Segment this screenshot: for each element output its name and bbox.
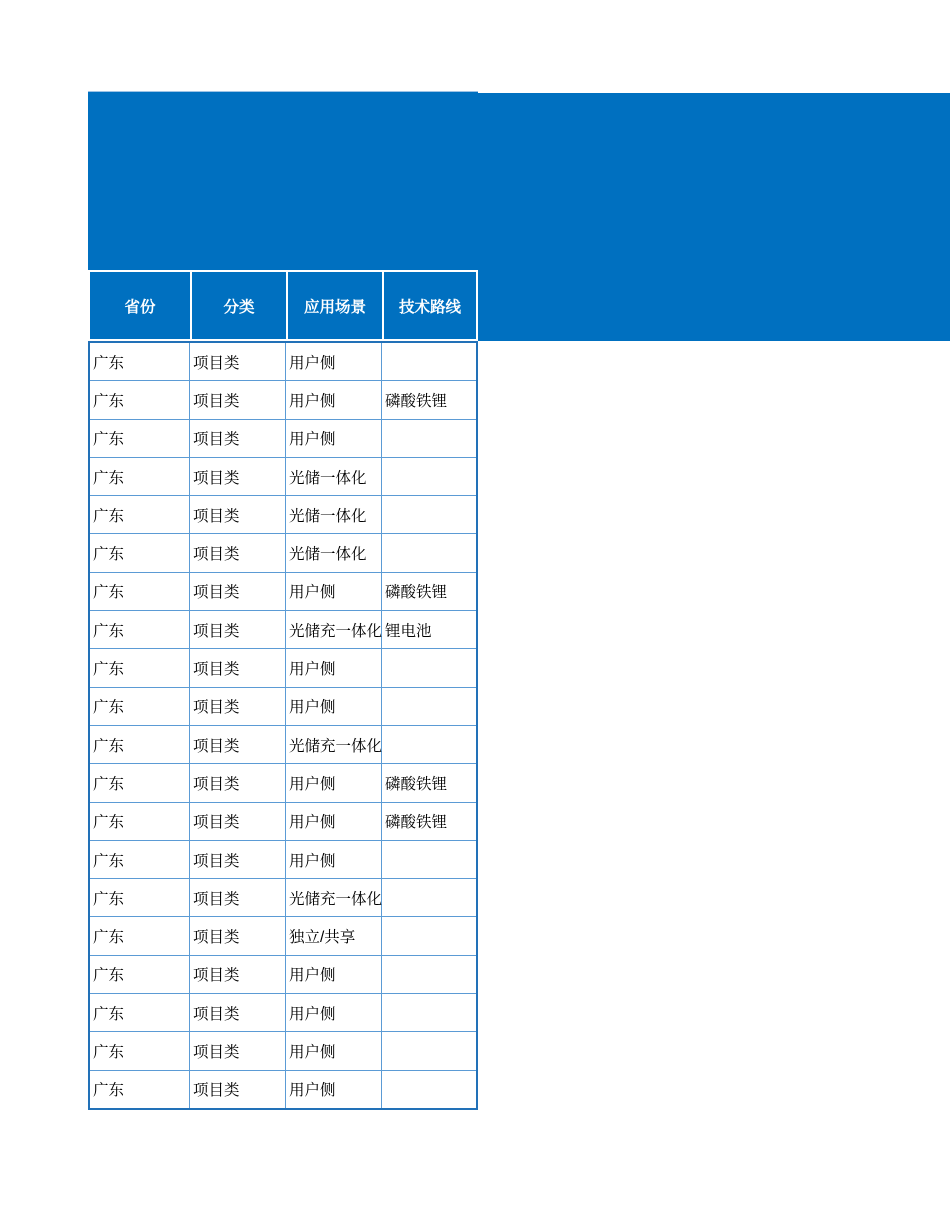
- cell-scenario[interactable]: 用户侧: [286, 764, 382, 801]
- cell-province[interactable]: 广东: [90, 994, 190, 1031]
- cell-category[interactable]: 项目类: [190, 994, 286, 1031]
- cell-scenario[interactable]: 光储充一体化: [286, 726, 382, 763]
- cell-province[interactable]: 广东: [90, 611, 190, 648]
- cell-category[interactable]: 项目类: [190, 458, 286, 495]
- cell-category[interactable]: 项目类: [190, 649, 286, 686]
- cell-category[interactable]: 项目类: [190, 496, 286, 533]
- cell-tech-route[interactable]: [382, 726, 476, 763]
- cell-scenario[interactable]: 用户侧: [286, 956, 382, 993]
- cell-category[interactable]: 项目类: [190, 534, 286, 571]
- cell-tech-route[interactable]: 锂电池: [385, 622, 432, 640]
- cell-scenario[interactable]: 用户侧: [286, 841, 382, 878]
- cell-tech-route[interactable]: 磷酸铁锂: [385, 392, 448, 410]
- table-row: [90, 956, 476, 994]
- table-row: [90, 381, 476, 419]
- banner-top-line: [88, 91, 478, 92]
- cell-scenario[interactable]: 光储一体化: [286, 534, 382, 571]
- cell-category[interactable]: 项目类: [190, 611, 286, 648]
- cell-province[interactable]: 广东: [90, 1071, 190, 1108]
- cell-province[interactable]: 广东: [90, 726, 190, 763]
- cell-province[interactable]: 广东: [90, 458, 190, 495]
- cell-tech-route[interactable]: [382, 649, 476, 686]
- table-row: [90, 994, 476, 1032]
- table-row: [90, 726, 476, 764]
- cell-category[interactable]: 项目类: [190, 726, 286, 763]
- cell-scenario[interactable]: 用户侧: [286, 994, 382, 1031]
- cell-scenario[interactable]: 用户侧: [286, 688, 382, 725]
- cell-scenario[interactable]: 用户侧: [286, 573, 382, 610]
- table-row: [90, 917, 476, 955]
- cell-province[interactable]: 广东: [90, 343, 190, 380]
- table-row: [90, 496, 476, 534]
- cell-category[interactable]: 项目类: [190, 1071, 286, 1108]
- cell-tech-route[interactable]: [382, 496, 476, 533]
- cell-scenario[interactable]: 用户侧: [286, 343, 382, 380]
- cell-scenario[interactable]: 用户侧: [286, 1071, 382, 1108]
- cell-province[interactable]: 广东: [90, 1032, 190, 1069]
- column-header-scenario[interactable]: 应用场景: [286, 270, 382, 341]
- cell-category[interactable]: 项目类: [190, 381, 286, 418]
- cell-province[interactable]: 广东: [90, 496, 190, 533]
- cell-province[interactable]: 广东: [90, 573, 190, 610]
- table-row: [90, 879, 476, 917]
- cell-category[interactable]: 项目类: [190, 841, 286, 878]
- cell-tech-route[interactable]: [382, 534, 476, 571]
- cell-scenario[interactable]: 用户侧: [286, 381, 382, 418]
- cell-tech-route[interactable]: [382, 343, 476, 380]
- table-row: [90, 803, 476, 841]
- cell-tech-route[interactable]: [382, 994, 476, 1031]
- table-row: [90, 343, 476, 381]
- cell-category[interactable]: 项目类: [190, 688, 286, 725]
- cell-scenario[interactable]: 用户侧: [286, 649, 382, 686]
- table-row: [90, 688, 476, 726]
- cell-category[interactable]: 项目类: [190, 764, 286, 801]
- cell-province[interactable]: 广东: [90, 917, 190, 954]
- cell-tech-route[interactable]: [382, 917, 476, 954]
- cell-tech-route[interactable]: [382, 879, 476, 916]
- cell-scenario[interactable]: 光储充一体化: [286, 879, 382, 916]
- table-row: [90, 649, 476, 687]
- cell-province[interactable]: 广东: [90, 420, 190, 457]
- cell-category[interactable]: 项目类: [190, 879, 286, 916]
- cell-tech-route[interactable]: [382, 841, 476, 878]
- cell-category[interactable]: 项目类: [190, 420, 286, 457]
- cell-province[interactable]: 广东: [90, 381, 190, 418]
- cell-tech-route[interactable]: 磷酸铁锂: [385, 584, 448, 602]
- cell-tech-route[interactable]: [382, 1071, 476, 1108]
- cell-province[interactable]: 广东: [90, 764, 190, 801]
- cell-tech-route[interactable]: [382, 1032, 476, 1069]
- cell-province[interactable]: 广东: [90, 803, 190, 840]
- cell-province[interactable]: 广东: [90, 534, 190, 571]
- column-header-province[interactable]: 省份: [88, 270, 190, 341]
- table-row: [90, 573, 476, 611]
- table-header-row: [88, 270, 478, 341]
- table-row: [90, 1071, 476, 1108]
- table-row: [90, 458, 476, 496]
- cell-tech-route[interactable]: [382, 688, 476, 725]
- cell-category[interactable]: 项目类: [190, 343, 286, 380]
- cell-category[interactable]: 项目类: [190, 573, 286, 610]
- cell-tech-route[interactable]: 磷酸铁锂: [385, 775, 448, 793]
- cell-province[interactable]: 广东: [90, 956, 190, 993]
- cell-province[interactable]: 广东: [90, 841, 190, 878]
- cell-tech-route[interactable]: [382, 420, 476, 457]
- table-row: [90, 764, 476, 802]
- cell-scenario[interactable]: 光储一体化: [286, 496, 382, 533]
- table-row: [90, 841, 476, 879]
- cell-tech-route[interactable]: [382, 458, 476, 495]
- cell-province[interactable]: 广东: [90, 649, 190, 686]
- table-body: [88, 341, 478, 1110]
- table-row: [90, 420, 476, 458]
- cell-province[interactable]: 广东: [90, 879, 190, 916]
- cell-category[interactable]: 项目类: [190, 956, 286, 993]
- cell-province[interactable]: 广东: [90, 688, 190, 725]
- cell-category[interactable]: 项目类: [190, 803, 286, 840]
- cell-category[interactable]: 项目类: [190, 917, 286, 954]
- cell-category[interactable]: 项目类: [190, 1032, 286, 1069]
- banner-top-step: [478, 91, 950, 93]
- cell-scenario[interactable]: 光储充一体化: [286, 611, 382, 648]
- column-header-tech-route[interactable]: 技术路线: [382, 270, 478, 341]
- column-header-category[interactable]: 分类: [190, 270, 286, 341]
- cell-scenario[interactable]: 独立/共享: [286, 917, 382, 954]
- cell-scenario[interactable]: 用户侧: [286, 1032, 382, 1069]
- cell-tech-route[interactable]: 磷酸铁锂: [385, 814, 448, 832]
- cell-tech-route[interactable]: [382, 956, 476, 993]
- table-row: [90, 611, 476, 649]
- cell-scenario[interactable]: 光储一体化: [286, 458, 382, 495]
- cell-scenario[interactable]: 用户侧: [286, 803, 382, 840]
- table-row: [90, 534, 476, 572]
- cell-scenario[interactable]: 用户侧: [286, 420, 382, 457]
- table-row: [90, 1032, 476, 1070]
